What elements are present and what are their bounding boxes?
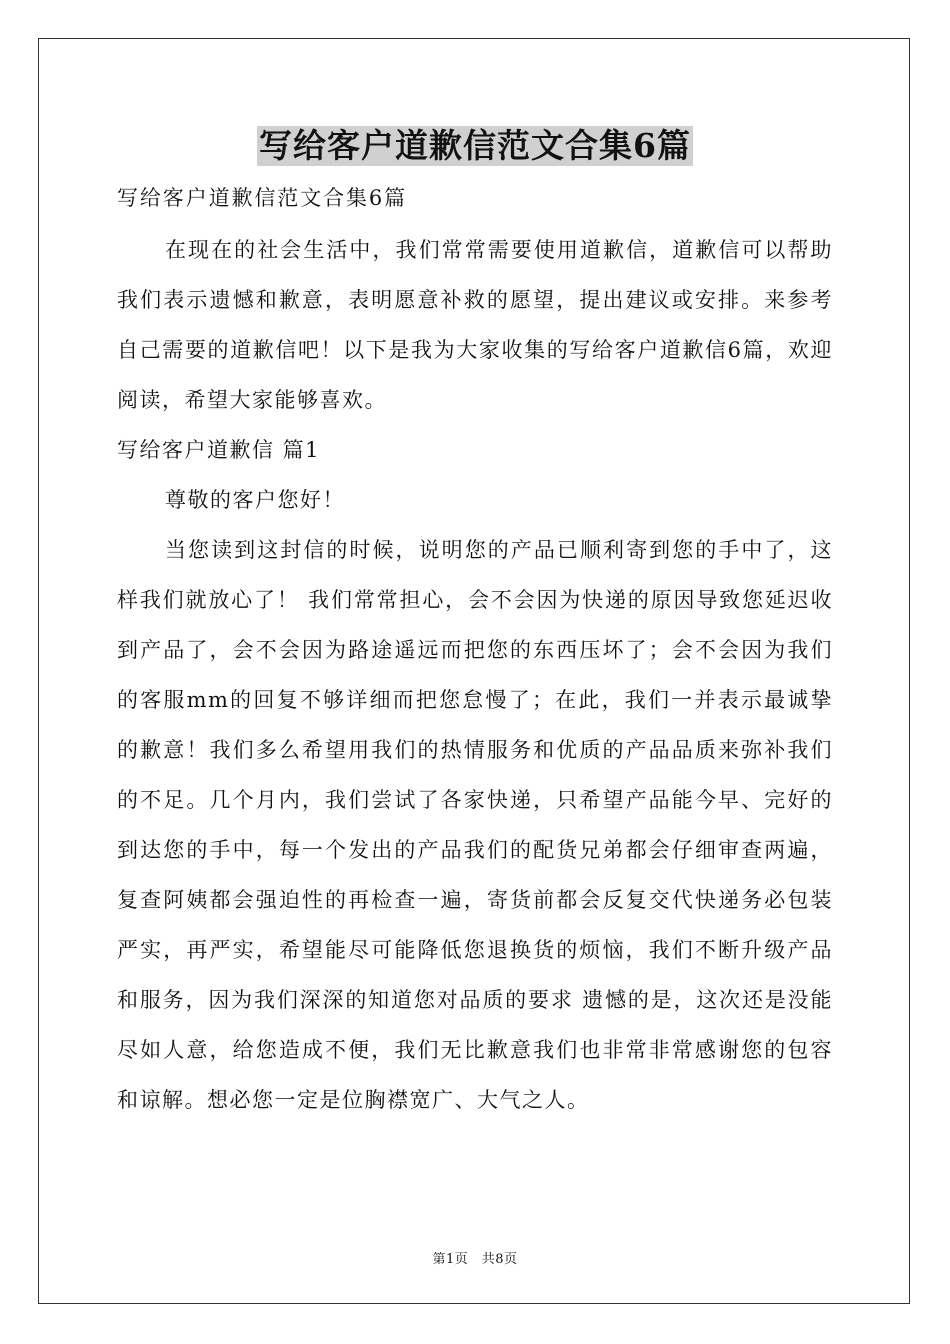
document-title: 写给客户道歉信范文合集6篇: [259, 126, 691, 165]
document-subtitle: 写给客户道歉信范文合集6篇: [117, 186, 408, 210]
document-body: [117, 178, 833, 1125]
section-heading: 写给客户道歉信 篇1: [117, 438, 321, 462]
page-footer: 第1页 共8页: [432, 1252, 518, 1267]
title-container: [0, 126, 950, 166]
greeting-paragraph: 尊敬的客户您好！: [165, 488, 345, 512]
body-paragraph: 当您读到这封信的时候，说明您的产品已顺利寄到您的手中了，这样我们就放心了！ 我们常常担心，会不会因为快递的原因导致您延迟收到产品了，会不会因为路途遥远而把您的东西压坏了；会不会因为我们的客服mm的回复不够详细而把您怠慢了；在此，我们一并表示最诚挚的歉意！我们多么希望用我们的热情服务和优质的产品品质来弥补我们的不足。几个月内，我们尝试了各家快递，只希望产品能今早、完好的到达您的手中，每一个发出的产品我们的配货兄弟都会仔细审查两遍，复查阿姨都会强迫性的再检查一遍，寄货前都会反复交代快递务必包装严实，再严实，希望能尽可能降低您退换货的烦恼，我们不断升级产品和服务，因为我们深深的知道您对品质的要求 遗憾的是，这次还是没能尽如人意，给您造成不便，我们无比歉意我们也非常非常感谢您的包容和谅解。想必您一定是位胸襟宽广、大气之人。: [117, 538, 833, 1112]
intro-paragraph: 在现在的社会生活中，我们常常需要使用道歉信，道歉信可以帮助我们表示遗憾和歉意，表明愿意补救的愿望，提出建议或安排。来参考自己需要的道歉信吧！以下是我为大家收集的写给客户道歉信6篇，欢迎阅读，希望大家能够喜欢。: [117, 238, 833, 412]
